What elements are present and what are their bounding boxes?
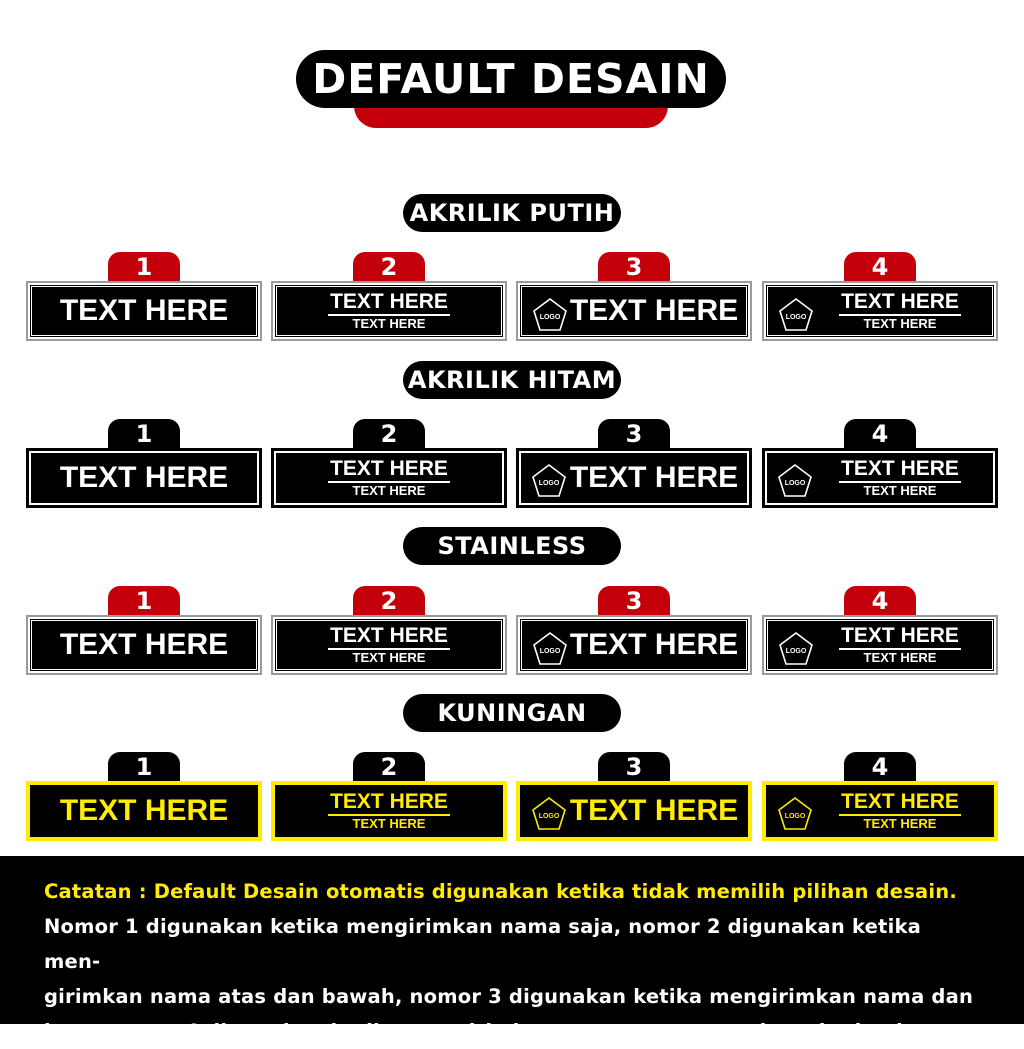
nameplate-face [520, 785, 748, 837]
nameplate-stainless-design-2 [271, 615, 507, 675]
logo-label: LOGO [538, 813, 560, 820]
nameplate-face [274, 451, 504, 505]
logo-icon [776, 629, 816, 669]
design-number-tab-akrilik-hitam: 1 [108, 419, 180, 449]
design-number-tab-akrilik-hitam: 3 [598, 419, 670, 449]
nameplate-two-line-text [328, 291, 450, 332]
nameplate-stainless-design-4 [762, 615, 998, 675]
page-title: DEFAULT DESAIN [296, 50, 726, 108]
nameplate-akrilik-putih-design-1 [26, 281, 262, 341]
footer-note [0, 856, 1024, 1043]
nameplate-bottom-text: TEXT HERE [352, 815, 426, 831]
nameplate-akrilik-hitam-design-3 [516, 448, 752, 508]
nameplate-kuningan-design-1 [26, 781, 262, 841]
design-number-tab-kuningan: 4 [844, 752, 916, 782]
nameplate-face [766, 785, 994, 837]
section-label-akrilik-hitam: AKRILIK HITAM [403, 361, 621, 399]
nameplate-top-text: TEXT HERE [839, 458, 961, 483]
nameplate-bottom-text: TEXT HERE [863, 315, 937, 331]
nameplate-face [31, 620, 257, 670]
nameplate-bottom-text: TEXT HERE [352, 649, 426, 665]
design-number-tab-akrilik-putih: 4 [844, 252, 916, 282]
footer-note-title: Catatan : Default Desain otomatis digunakan ketika tidak memilih pilihan desain. [44, 880, 957, 903]
nameplate-two-line-text [839, 291, 961, 332]
nameplate-face [276, 286, 502, 336]
design-number-tab-stainless: 2 [353, 586, 425, 616]
nameplate-face [31, 286, 257, 336]
design-number-tab-akrilik-putih: 3 [598, 252, 670, 282]
logo-icon [530, 295, 570, 335]
nameplate-face [521, 620, 747, 670]
nameplate-face [519, 451, 749, 505]
design-number-tab-kuningan: 2 [353, 752, 425, 782]
nameplate-face [276, 620, 502, 670]
logo-icon [775, 794, 815, 834]
logo-icon [775, 461, 815, 501]
nameplate-top-text: TEXT HERE [328, 791, 450, 816]
section-label-stainless: STAINLESS [403, 527, 621, 565]
logo-label: LOGO [539, 648, 561, 655]
nameplate-top-text: TEXT HERE [328, 291, 450, 316]
nameplate-bottom-text: TEXT HERE [863, 815, 937, 831]
nameplate-top-text: TEXT HERE [839, 625, 961, 650]
footer-line-1: Nomor 1 digunakan ketika mengirimkan nama saja, nomor 2 digunakan ketika men- [44, 915, 921, 973]
nameplate-face [767, 620, 993, 670]
nameplate-main-text: TEXT HERE [59, 794, 229, 827]
nameplate-two-line-text [839, 458, 961, 499]
logo-label: LOGO [784, 813, 806, 820]
nameplate-top-text: TEXT HERE [328, 625, 450, 650]
nameplate-kuningan-design-2 [271, 781, 507, 841]
footer-line-2: girimkan nama atas dan bawah, nomor 3 digunakan ketika mengirimkan nama dan [44, 985, 974, 1008]
nameplate-two-line-text [839, 791, 961, 832]
nameplate-two-line-text [839, 625, 961, 666]
logo-icon [529, 794, 569, 834]
design-number-tab-stainless: 3 [598, 586, 670, 616]
nameplate-main-text: TEXT HERE [59, 294, 229, 327]
nameplate-top-text: TEXT HERE [839, 291, 961, 316]
nameplate-stainless-design-1 [26, 615, 262, 675]
nameplate-bottom-text: TEXT HERE [352, 315, 426, 331]
logo-icon [776, 295, 816, 335]
design-number-tab-akrilik-hitam: 2 [353, 419, 425, 449]
logo-label: LOGO [538, 480, 560, 487]
page-title-banner [296, 50, 726, 130]
nameplate-akrilik-putih-design-2 [271, 281, 507, 341]
logo-label: LOGO [785, 648, 807, 655]
nameplate-bottom-text: TEXT HERE [863, 482, 937, 498]
design-number-tab-kuningan: 3 [598, 752, 670, 782]
nameplate-main-text: TEXT HERE [569, 294, 739, 327]
nameplate-akrilik-hitam-design-1 [26, 448, 262, 508]
nameplate-kuningan-design-4 [762, 781, 998, 841]
nameplate-face [30, 785, 258, 837]
nameplate-two-line-text [328, 458, 450, 499]
nameplate-main-text: TEXT HERE [569, 794, 739, 827]
design-number-tab-akrilik-putih: 1 [108, 252, 180, 282]
nameplate-kuningan-design-3 [516, 781, 752, 841]
nameplate-akrilik-hitam-design-2 [271, 448, 507, 508]
nameplate-two-line-text [328, 791, 450, 832]
nameplate-top-text: TEXT HERE [839, 791, 961, 816]
logo-label: LOGO [784, 480, 806, 487]
nameplate-main-text: TEXT HERE [569, 628, 739, 661]
design-number-tab-kuningan: 1 [108, 752, 180, 782]
logo-icon [530, 629, 570, 669]
nameplate-bottom-text: TEXT HERE [863, 649, 937, 665]
nameplate-akrilik-hitam-design-4 [762, 448, 998, 508]
logo-icon [529, 461, 569, 501]
nameplate-main-text: TEXT HERE [59, 461, 229, 494]
nameplate-top-text: TEXT HERE [328, 458, 450, 483]
nameplate-akrilik-putih-design-3 [516, 281, 752, 341]
design-number-tab-stainless: 1 [108, 586, 180, 616]
section-label-kuningan: KUNINGAN [403, 694, 621, 732]
nameplate-face [765, 451, 995, 505]
nameplate-main-text: TEXT HERE [59, 628, 229, 661]
nameplate-akrilik-putih-design-4 [762, 281, 998, 341]
design-number-tab-stainless: 4 [844, 586, 916, 616]
nameplate-face [767, 286, 993, 336]
nameplate-two-line-text [328, 625, 450, 666]
section-label-akrilik-putih: AKRILIK PUTIH [403, 194, 621, 232]
nameplate-bottom-text: TEXT HERE [352, 482, 426, 498]
nameplate-face [29, 451, 259, 505]
footer-line-3: logo, nomor 4 digunakan ketika mengirimkan nama atas, nama bawah, dan logo. [44, 1020, 952, 1043]
logo-label: LOGO [539, 314, 561, 321]
design-number-tab-akrilik-putih: 2 [353, 252, 425, 282]
nameplate-stainless-design-3 [516, 615, 752, 675]
design-number-tab-akrilik-hitam: 4 [844, 419, 916, 449]
logo-label: LOGO [785, 314, 807, 321]
nameplate-main-text: TEXT HERE [569, 461, 739, 494]
nameplate-face [521, 286, 747, 336]
nameplate-face [275, 785, 503, 837]
